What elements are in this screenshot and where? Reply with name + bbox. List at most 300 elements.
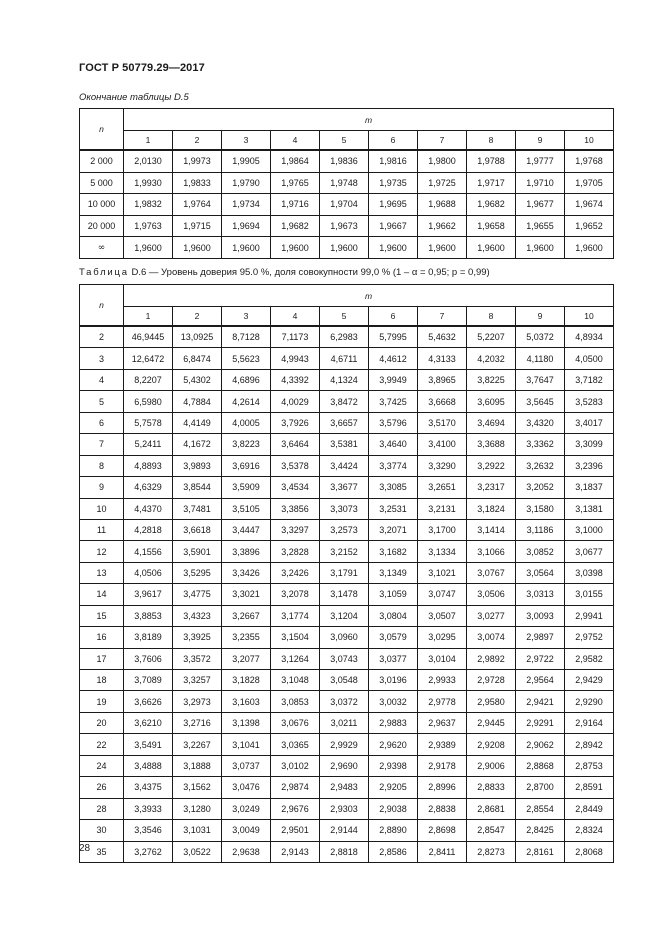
table-cell: 1,9600 <box>222 237 271 259</box>
table-cell: 13,0925 <box>173 326 222 348</box>
table-cell: 1,9667 <box>369 215 418 237</box>
table-cell: 3,0377 <box>369 648 418 669</box>
table-cell: 2,8068 <box>565 841 614 862</box>
table-cell: 3,0102 <box>271 755 320 776</box>
row-n-value: 30 <box>80 820 124 841</box>
table-cell: 2,9303 <box>320 798 369 819</box>
table-cell: 3,2078 <box>271 584 320 605</box>
table-cell: 3,1478 <box>320 584 369 605</box>
table-cell: 8,2207 <box>124 369 173 390</box>
table-cell: 3,3856 <box>271 498 320 519</box>
table-cell: 5,2207 <box>467 326 516 348</box>
table-cell: 3,0104 <box>418 648 467 669</box>
table-cell: 3,8544 <box>173 477 222 498</box>
table-row <box>80 691 614 712</box>
table-cell: 1,9600 <box>271 237 320 259</box>
column-number: 9 <box>516 307 565 327</box>
table-cell: 2,9421 <box>516 691 565 712</box>
row-n-value: 5 <box>80 391 124 412</box>
table-cell: 4,4370 <box>124 498 173 519</box>
table-cell: 1,9695 <box>369 194 418 216</box>
n-column-header: n <box>80 109 124 151</box>
table-cell: 2,9483 <box>320 777 369 798</box>
table-cell: 2,9564 <box>516 670 565 691</box>
table-cell: 1,9682 <box>271 215 320 237</box>
table-cell: 3,0313 <box>516 584 565 605</box>
table-cell: 4,7884 <box>173 391 222 412</box>
table-cell: 3,5909 <box>222 477 271 498</box>
table-row <box>80 412 614 433</box>
table-cell: 3,4017 <box>565 412 614 433</box>
table-cell: 1,9658 <box>467 215 516 237</box>
table-cell: 3,9949 <box>369 369 418 390</box>
table-cell: 2,9006 <box>467 755 516 776</box>
table-cell: 3,0372 <box>320 691 369 712</box>
table-cell: 4,6329 <box>124 477 173 498</box>
table-cell: 4,1556 <box>124 541 173 562</box>
table-cell: 2,9290 <box>565 691 614 712</box>
table-cell: 3,5295 <box>173 562 222 583</box>
table-cell: 3,5170 <box>418 412 467 433</box>
row-n-value: 28 <box>80 798 124 819</box>
table-cell: 3,8853 <box>124 605 173 626</box>
table-cell: 1,9973 <box>173 150 222 172</box>
table-cell: 3,0960 <box>320 627 369 648</box>
table-row <box>80 498 614 519</box>
table-cell: 3,0852 <box>516 541 565 562</box>
table-cell: 3,0074 <box>467 627 516 648</box>
row-n-value: 15 <box>80 605 124 626</box>
column-number: 4 <box>271 307 320 327</box>
row-n-value: 2 <box>80 326 124 348</box>
table-cell: 3,2267 <box>173 734 222 755</box>
table-cell: 3,0249 <box>222 798 271 819</box>
table-cell: 3,7606 <box>124 648 173 669</box>
row-n-value: 13 <box>80 562 124 583</box>
table-cell: 3,0196 <box>369 670 418 691</box>
table-row <box>80 172 614 194</box>
table-cell: 3,0743 <box>320 648 369 669</box>
table-d6 <box>79 284 614 863</box>
table-cell: 6,2983 <box>320 326 369 348</box>
table-row <box>80 150 614 172</box>
row-n-value: 8 <box>80 455 124 476</box>
table-cell: 3,1700 <box>418 519 467 540</box>
table-cell: 2,9929 <box>320 734 369 755</box>
table-cell: 3,3688 <box>467 434 516 455</box>
table-cell: 1,9600 <box>565 237 614 259</box>
table-cell: 1,9790 <box>222 172 271 194</box>
table-cell: 3,1774 <box>271 605 320 626</box>
table-cell: 3,2355 <box>222 627 271 648</box>
table-row <box>80 670 614 691</box>
table-cell: 4,1324 <box>320 369 369 390</box>
table-cell: 3,0093 <box>516 605 565 626</box>
table-row <box>80 326 614 348</box>
table-cell: 3,2396 <box>565 455 614 476</box>
table-cell: 3,3426 <box>222 562 271 583</box>
table-cell: 2,8700 <box>516 777 565 798</box>
table-d6-caption-text: D.6 — Уровень доверия 95.0 %, доля совокупности 99,0 % (1 – α = 0,95; p = 0,99) <box>131 267 490 278</box>
table-cell: 2,9874 <box>271 777 320 798</box>
table-cell: 1,9735 <box>369 172 418 194</box>
document-header: ГОСТ Р 50779.29—2017 <box>79 62 205 74</box>
table-cell: 3,1334 <box>418 541 467 562</box>
table-cell: 2,9208 <box>467 734 516 755</box>
table-cell: 2,8425 <box>516 820 565 841</box>
table-cell: 3,1414 <box>467 519 516 540</box>
table-cell: 3,9617 <box>124 584 173 605</box>
column-number: 3 <box>222 307 271 327</box>
table-cell: 3,4640 <box>369 434 418 455</box>
row-n-value: 2 000 <box>80 150 124 172</box>
table-cell: 3,8189 <box>124 627 173 648</box>
table-cell: 4,9943 <box>271 348 320 369</box>
table-cell: 3,1204 <box>320 605 369 626</box>
table-cell: 3,1349 <box>369 562 418 583</box>
row-n-value: 7 <box>80 434 124 455</box>
table-cell: 2,9637 <box>418 712 467 733</box>
table-cell: 3,1888 <box>173 755 222 776</box>
table-cell: 2,8698 <box>418 820 467 841</box>
table-cell: 4,2818 <box>124 519 173 540</box>
table-cell: 2,9722 <box>516 648 565 669</box>
column-number-row <box>80 131 614 151</box>
table-cell: 2,8890 <box>369 820 418 841</box>
table-cell: 3,5381 <box>320 434 369 455</box>
row-n-value: 11 <box>80 519 124 540</box>
table-cell: 2,9501 <box>271 820 320 841</box>
table-cell: 2,9582 <box>565 648 614 669</box>
table-cell: 3,0155 <box>565 584 614 605</box>
row-n-value: 10 000 <box>80 194 124 216</box>
table-cell: 3,7089 <box>124 670 173 691</box>
table-cell: 2,8411 <box>418 841 467 862</box>
table-cell: 2,8586 <box>369 841 418 862</box>
table-cell: 3,0522 <box>173 841 222 862</box>
row-n-value: 35 <box>80 841 124 862</box>
column-number: 5 <box>320 307 369 327</box>
table-cell: 3,2828 <box>271 541 320 562</box>
table-cell: 1,9748 <box>320 172 369 194</box>
table-cell: 2,9580 <box>467 691 516 712</box>
row-n-value: 9 <box>80 477 124 498</box>
table-row <box>80 562 614 583</box>
table-cell: 3,1837 <box>565 477 614 498</box>
table-cell: 1,9930 <box>124 172 173 194</box>
table-row <box>80 541 614 562</box>
table-cell: 4,1180 <box>516 348 565 369</box>
table-cell: 4,0500 <box>565 348 614 369</box>
table-cell: 3,0677 <box>565 541 614 562</box>
table-cell: 3,6095 <box>467 391 516 412</box>
table-cell: 3,1828 <box>222 670 271 691</box>
table-cell: 3,3677 <box>320 477 369 498</box>
table-cell: 3,3290 <box>418 455 467 476</box>
table-cell: 4,1672 <box>173 434 222 455</box>
table-cell: 1,9715 <box>173 215 222 237</box>
table-cell: 2,8449 <box>565 798 614 819</box>
table-row <box>80 820 614 841</box>
row-n-value: 26 <box>80 777 124 798</box>
table-cell: 3,8965 <box>418 369 467 390</box>
table-row <box>80 455 614 476</box>
table-cell: 2,9778 <box>418 691 467 712</box>
table-cell: 2,8818 <box>320 841 369 862</box>
row-n-value: 12 <box>80 541 124 562</box>
table-cell: 3,3774 <box>369 455 418 476</box>
table-cell: 3,4100 <box>418 434 467 455</box>
table-cell: 3,0506 <box>467 584 516 605</box>
table-cell: 3,0853 <box>271 691 320 712</box>
table-cell: 1,9677 <box>516 194 565 216</box>
table-cell: 3,4424 <box>320 455 369 476</box>
column-number: 5 <box>320 131 369 151</box>
table-cell: 3,6668 <box>418 391 467 412</box>
table-cell: 3,5796 <box>369 412 418 433</box>
table-cell: 2,9291 <box>516 712 565 733</box>
row-n-value: 4 <box>80 369 124 390</box>
column-number: 4 <box>271 131 320 151</box>
table-cell: 3,2762 <box>124 841 173 862</box>
row-n-value: 18 <box>80 670 124 691</box>
table-row <box>80 194 614 216</box>
table-cell: 3,0277 <box>467 605 516 626</box>
table-cell: 2,8833 <box>467 777 516 798</box>
m-column-header: m <box>124 285 614 307</box>
table-cell: 2,8753 <box>565 755 614 776</box>
table-cell: 4,4612 <box>369 348 418 369</box>
row-n-value: 22 <box>80 734 124 755</box>
table-cell: 2,9389 <box>418 734 467 755</box>
table-cell: 3,0211 <box>320 712 369 733</box>
table-cell: 3,3099 <box>565 434 614 455</box>
table-cell: 5,2411 <box>124 434 173 455</box>
table-cell: 3,1824 <box>467 498 516 519</box>
table-cell: 2,9752 <box>565 627 614 648</box>
row-n-value: 17 <box>80 648 124 669</box>
table-cell: 3,1021 <box>418 562 467 583</box>
table-cell: 2,9144 <box>320 820 369 841</box>
table-cell: 12,6472 <box>124 348 173 369</box>
table-cell: 2,8324 <box>565 820 614 841</box>
column-number: 7 <box>418 307 467 327</box>
table-cell: 3,1041 <box>222 734 271 755</box>
table-cell: 3,8223 <box>222 434 271 455</box>
table-cell: 3,6210 <box>124 712 173 733</box>
table-cell: 3,0737 <box>222 755 271 776</box>
table-cell: 1,9682 <box>467 194 516 216</box>
table-cell: 3,2317 <box>467 477 516 498</box>
table-cell: 3,2071 <box>369 519 418 540</box>
table-cell: 8,7128 <box>222 326 271 348</box>
table-cell: 3,1048 <box>271 670 320 691</box>
table-cell: 1,9734 <box>222 194 271 216</box>
table-cell: 3,3925 <box>173 627 222 648</box>
table-cell: 3,1562 <box>173 777 222 798</box>
table-cell: 2,8868 <box>516 755 565 776</box>
table-cell: 1,9864 <box>271 150 320 172</box>
table-cell: 3,2077 <box>222 648 271 669</box>
table-cell: 2,9892 <box>467 648 516 669</box>
row-n-value: 24 <box>80 755 124 776</box>
table-d5-caption: Окончание таблицы D.5 <box>79 92 189 103</box>
table-cell: 46,9445 <box>124 326 173 348</box>
table-cell: 2,8273 <box>467 841 516 862</box>
table-cell: 3,0548 <box>320 670 369 691</box>
table-cell: 3,2922 <box>467 455 516 476</box>
table-cell: 3,3085 <box>369 477 418 498</box>
table-cell: 2,9445 <box>467 712 516 733</box>
table-cell: 4,6711 <box>320 348 369 369</box>
table-cell: 5,7995 <box>369 326 418 348</box>
table-cell: 1,9717 <box>467 172 516 194</box>
table-cell: 2,9038 <box>369 798 418 819</box>
table-cell: 1,9600 <box>173 237 222 259</box>
table-cell: 3,5283 <box>565 391 614 412</box>
table-row <box>80 755 614 776</box>
table-row <box>80 734 614 755</box>
row-n-value: 10 <box>80 498 124 519</box>
table-cell: 3,0476 <box>222 777 271 798</box>
table-cell: 3,0032 <box>369 691 418 712</box>
table-cell: 1,9652 <box>565 215 614 237</box>
table-cell: 3,3073 <box>320 498 369 519</box>
table-cell: 2,8554 <box>516 798 565 819</box>
table-row <box>80 369 614 390</box>
row-n-value: 5 000 <box>80 172 124 194</box>
table-cell: 3,1791 <box>320 562 369 583</box>
table-cell: 5,0372 <box>516 326 565 348</box>
table-cell: 2,9897 <box>516 627 565 648</box>
column-number-row <box>80 307 614 327</box>
table-cell: 3,3933 <box>124 798 173 819</box>
table-cell: 3,1398 <box>222 712 271 733</box>
table-cell: 4,8934 <box>565 326 614 348</box>
table-cell: 3,2973 <box>173 691 222 712</box>
table-cell: 2,9941 <box>565 605 614 626</box>
table-cell: 1,9833 <box>173 172 222 194</box>
table-cell: 3,1186 <box>516 519 565 540</box>
table-cell: 3,1381 <box>565 498 614 519</box>
table-cell: 1,9600 <box>320 237 369 259</box>
table-cell: 1,9704 <box>320 194 369 216</box>
column-number: 6 <box>369 131 418 151</box>
table-cell: 3,7926 <box>271 412 320 433</box>
table-cell: 2,9676 <box>271 798 320 819</box>
row-n-value: 16 <box>80 627 124 648</box>
table-cell: 3,0676 <box>271 712 320 733</box>
table-cell: 3,5645 <box>516 391 565 412</box>
column-number: 10 <box>565 131 614 151</box>
table-d5 <box>79 108 614 259</box>
table-cell: 3,3546 <box>124 820 173 841</box>
table-cell: 1,9764 <box>173 194 222 216</box>
table-cell: 3,0804 <box>369 605 418 626</box>
column-number: 2 <box>173 131 222 151</box>
table-cell: 2,9143 <box>271 841 320 862</box>
table-row <box>80 215 614 237</box>
table-cell: 2,9883 <box>369 712 418 733</box>
table-cell: 4,0506 <box>124 562 173 583</box>
table-d6-caption <box>79 267 490 278</box>
table-cell: 3,4888 <box>124 755 173 776</box>
table-cell: 3,0564 <box>516 562 565 583</box>
table-cell: 1,9655 <box>516 215 565 237</box>
table-cell: 3,1264 <box>271 648 320 669</box>
table-cell: 1,9725 <box>418 172 467 194</box>
table-cell: 1,9777 <box>516 150 565 172</box>
column-number: 6 <box>369 307 418 327</box>
table-cell: 3,7182 <box>565 369 614 390</box>
table-row <box>80 434 614 455</box>
table-cell: 2,8547 <box>467 820 516 841</box>
table-cell: 3,2426 <box>271 562 320 583</box>
table-cell: 1,9836 <box>320 150 369 172</box>
page-number: 28 <box>79 843 91 854</box>
table-cell: 3,1280 <box>173 798 222 819</box>
table-cell: 3,5105 <box>222 498 271 519</box>
table-cell: 3,3896 <box>222 541 271 562</box>
table-cell: 3,3572 <box>173 648 222 669</box>
row-n-value: 6 <box>80 412 124 433</box>
table-cell: 2,0130 <box>124 150 173 172</box>
table-cell: 3,2052 <box>516 477 565 498</box>
table-cell: 4,0029 <box>271 391 320 412</box>
table-cell: 3,8225 <box>467 369 516 390</box>
table-cell: 3,0507 <box>418 605 467 626</box>
table-cell: 2,9205 <box>369 777 418 798</box>
table-cell: 4,6896 <box>222 369 271 390</box>
table-cell: 3,6618 <box>173 519 222 540</box>
table-cell: 7,1173 <box>271 326 320 348</box>
table-cell: 2,9690 <box>320 755 369 776</box>
table-cell: 3,1000 <box>565 519 614 540</box>
column-number: 2 <box>173 307 222 327</box>
m-column-header: m <box>124 109 614 131</box>
table-cell: 3,4534 <box>271 477 320 498</box>
table-cell: 3,0579 <box>369 627 418 648</box>
table-cell: 3,1059 <box>369 584 418 605</box>
table-cell: 4,0005 <box>222 412 271 433</box>
column-number: 1 <box>124 131 173 151</box>
table-cell: 3,5491 <box>124 734 173 755</box>
table-cell: 3,4447 <box>222 519 271 540</box>
row-n-value: ∞ <box>80 237 124 259</box>
table-cell: 5,5623 <box>222 348 271 369</box>
column-number: 1 <box>124 307 173 327</box>
table-cell: 5,4632 <box>418 326 467 348</box>
table-row <box>80 712 614 733</box>
table-cell: 4,2032 <box>467 348 516 369</box>
table-cell: 3,8472 <box>320 391 369 412</box>
table-cell: 3,7425 <box>369 391 418 412</box>
table-cell: 1,9674 <box>565 194 614 216</box>
table-cell: 1,9710 <box>516 172 565 194</box>
table-cell: 3,3297 <box>271 519 320 540</box>
table-cell: 1,9600 <box>467 237 516 259</box>
table-cell: 1,9600 <box>418 237 467 259</box>
table-cell: 3,4775 <box>173 584 222 605</box>
table-cell: 1,9788 <box>467 150 516 172</box>
table-cell: 3,2152 <box>320 541 369 562</box>
column-number: 8 <box>467 307 516 327</box>
table-cell: 2,9429 <box>565 670 614 691</box>
column-number: 3 <box>222 131 271 151</box>
table-cell: 3,4694 <box>467 412 516 433</box>
table-cell: 5,7578 <box>124 412 173 433</box>
row-n-value: 20 000 <box>80 215 124 237</box>
